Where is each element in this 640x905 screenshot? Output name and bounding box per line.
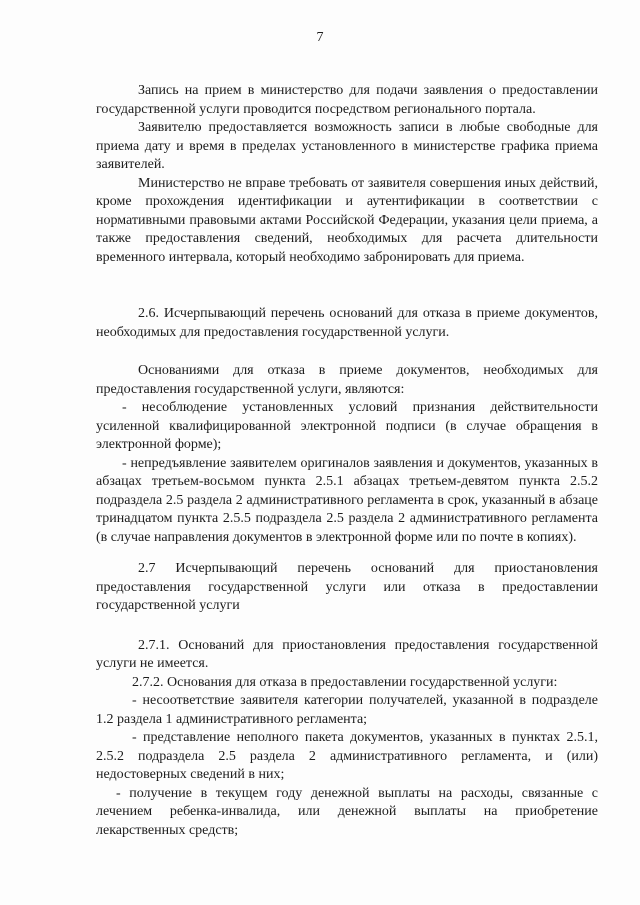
section-heading-2-6: 2.6. Исчерпывающий перечень оснований для отказа в приеме документов, необходимых для предоставления государственной услуги.: [96, 306, 598, 340]
page-number: 7: [316, 30, 324, 45]
paragraph-ministry-restrictions: Министерство не вправе требовать от заявителя совершения иных действий, кроме прохождения идентификации и аутентификации в соответствии с нормативными правовыми актами Российской Федерации, указания цели приема, а также предоставления сведений, необходимых для расчета длительности временного интервала, который необходимо забронировать для приема.: [96, 175, 598, 265]
list-item-incomplete-package: - представление неполного пакета документов, указанных в пунктах 2.5.1, 2.5.2 подраздела 2.5 раздела 2 административного регламента, и (или) недостоверных сведений в них;: [96, 730, 598, 782]
paragraph-appointment-record: Запись на прием в министерство для подачи заявления о предоставлении государственной услуги проводится посредством регионального портала.: [96, 83, 598, 117]
paragraph-refusal-grounds-intro: Основаниями для отказа в приеме документов, необходимых для предоставления государственной услуги, являются:: [96, 363, 598, 397]
paragraph-2-7-2: 2.7.2. Основания для отказа в предоставлении государственной услуги:: [132, 674, 558, 690]
document-body: [96, 82, 598, 840]
list-item-category: - несоответствие заявителя категории получателей, указанной в подразделе 1.2 раздела 1 административного регламента;: [96, 693, 598, 727]
paragraph-appointment-time: Заявителю предоставляется возможность записи в любые свободные для приема дату и время в пределах установленного в министерстве графика приема заявителей.: [96, 120, 598, 172]
section-heading-2-7: 2.7 Исчерпывающий перечень оснований для приостановления предоставления государственной услуги или отказа в предоставлении государственной услуги: [96, 561, 598, 613]
list-item-payment-received: - получение в текущем году денежной выплаты на расходы, связанные с лечением ребенка-инвалида, или денежной выплаты на приобретение лекарственных средств;: [96, 785, 598, 838]
list-item-signature: - несоблюдение установленных условий признания действительности усиленной квалифицированной электронной подписи (в случае обращения в электронной форме);: [96, 400, 598, 452]
list-item-originals: - непредъявление заявителем оригиналов заявления и документов, указанных в абзацах третьем-восьмом пункта 2.5.1 абзацах третьем-девятом пункта 2.5.2 подраздела 2.5 раздела 2 административного регламента в срок, указанный в абзаце тринадцатом пункта 2.5.5 подраздела 2.5 раздела 2 административного регламента (в случае направления документов в электронной форме или по почте в копиях).: [96, 455, 598, 545]
paragraph-2-7-1: 2.7.1. Оснований для приостановления предоставления государственной услуги не имеется.: [96, 637, 598, 671]
